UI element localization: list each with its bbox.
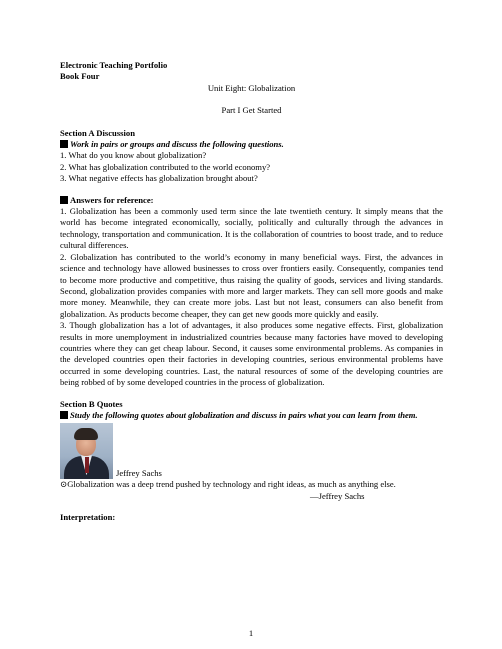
jeffrey-sachs-photo — [60, 423, 113, 479]
portfolio-title: Electronic Teaching Portfolio — [60, 60, 168, 70]
interpretation-heading: Interpretation: — [60, 512, 116, 523]
section-b-instruction: Study the following quotes about globalization and discuss in pairs what you can learn from them. — [70, 409, 418, 420]
square-bullet-icon — [60, 140, 68, 148]
quote-text: ⊙Globalization was a deep trend pushed by technology and right ideas, as much as anything else. — [60, 479, 396, 490]
answer-1: 1. Globalization has been a commonly used term since the late twentieth century. It simply means that the world has become integrated economically, socially, politically and culturally through the advances in technology, transportation and communication. It is the collaboration of countries to boost trade, and to reduce cultural differences. — [60, 206, 443, 251]
section-a-title: Section A Discussion — [60, 127, 135, 138]
photo-row — [60, 421, 443, 479]
section-b-title: Section B Quotes — [60, 398, 123, 409]
question-3: 3. What negative effects has globalization brought about? — [60, 173, 258, 184]
square-bullet-icon — [60, 411, 68, 419]
document-page — [60, 60, 443, 524]
photo-caption: Jeffrey Sachs — [116, 467, 162, 478]
quote-author: —Jeffrey Sachs — [310, 490, 365, 501]
answer-3: 3. Though globalization has a lot of advantages, it also produces some negative effects. First, globalization results in more unemployment in industrialized countries because many factories have moved to developing countries where they can get cheap labour. Second, it causes some environmental problems. As companies in the developed countries open their factories in developing countries, serious environmental problems have occurred in some developing countries. Last, the natural resources of some of the developing countries are being robbed of by some developed countries in the process of globalization. — [60, 320, 443, 388]
page-number: 1 — [248, 628, 254, 638]
section-a-instruction-line — [60, 139, 443, 150]
answers-heading-line — [60, 195, 443, 206]
question-1: 1. What do you know about globalization? — [60, 150, 207, 161]
section-b-instruction-line — [60, 410, 443, 421]
square-bullet-icon — [60, 196, 68, 204]
question-2: 2. What has globalization contributed to the world economy? — [60, 161, 271, 172]
book-title: Book Four — [60, 71, 100, 82]
unit-title: Unit Eight: Globalization — [207, 82, 296, 93]
answer-2: 2. Globalization has contributed to the world’s economy in many beneficial ways. First, the advances in science and technology have allowed businesses to cross over frontiers easily. Consequently, companies tend to become more productive and competitive, thus raising the quality of goods, services and living standards. Second, globalization provides companies with more and larger markets. They can sell more goods and make more money. Meanwhile, they can create more jobs. Last but not least, consumers can also benefit from globalization. As products become cheaper, they can get new goods more quickly and easily. — [60, 251, 443, 319]
answers-heading: Answers for reference: — [70, 194, 154, 205]
section-a-instruction: Work in pairs or groups and discuss the following questions. — [70, 139, 284, 150]
part-title: Part I Get Started — [221, 105, 282, 116]
